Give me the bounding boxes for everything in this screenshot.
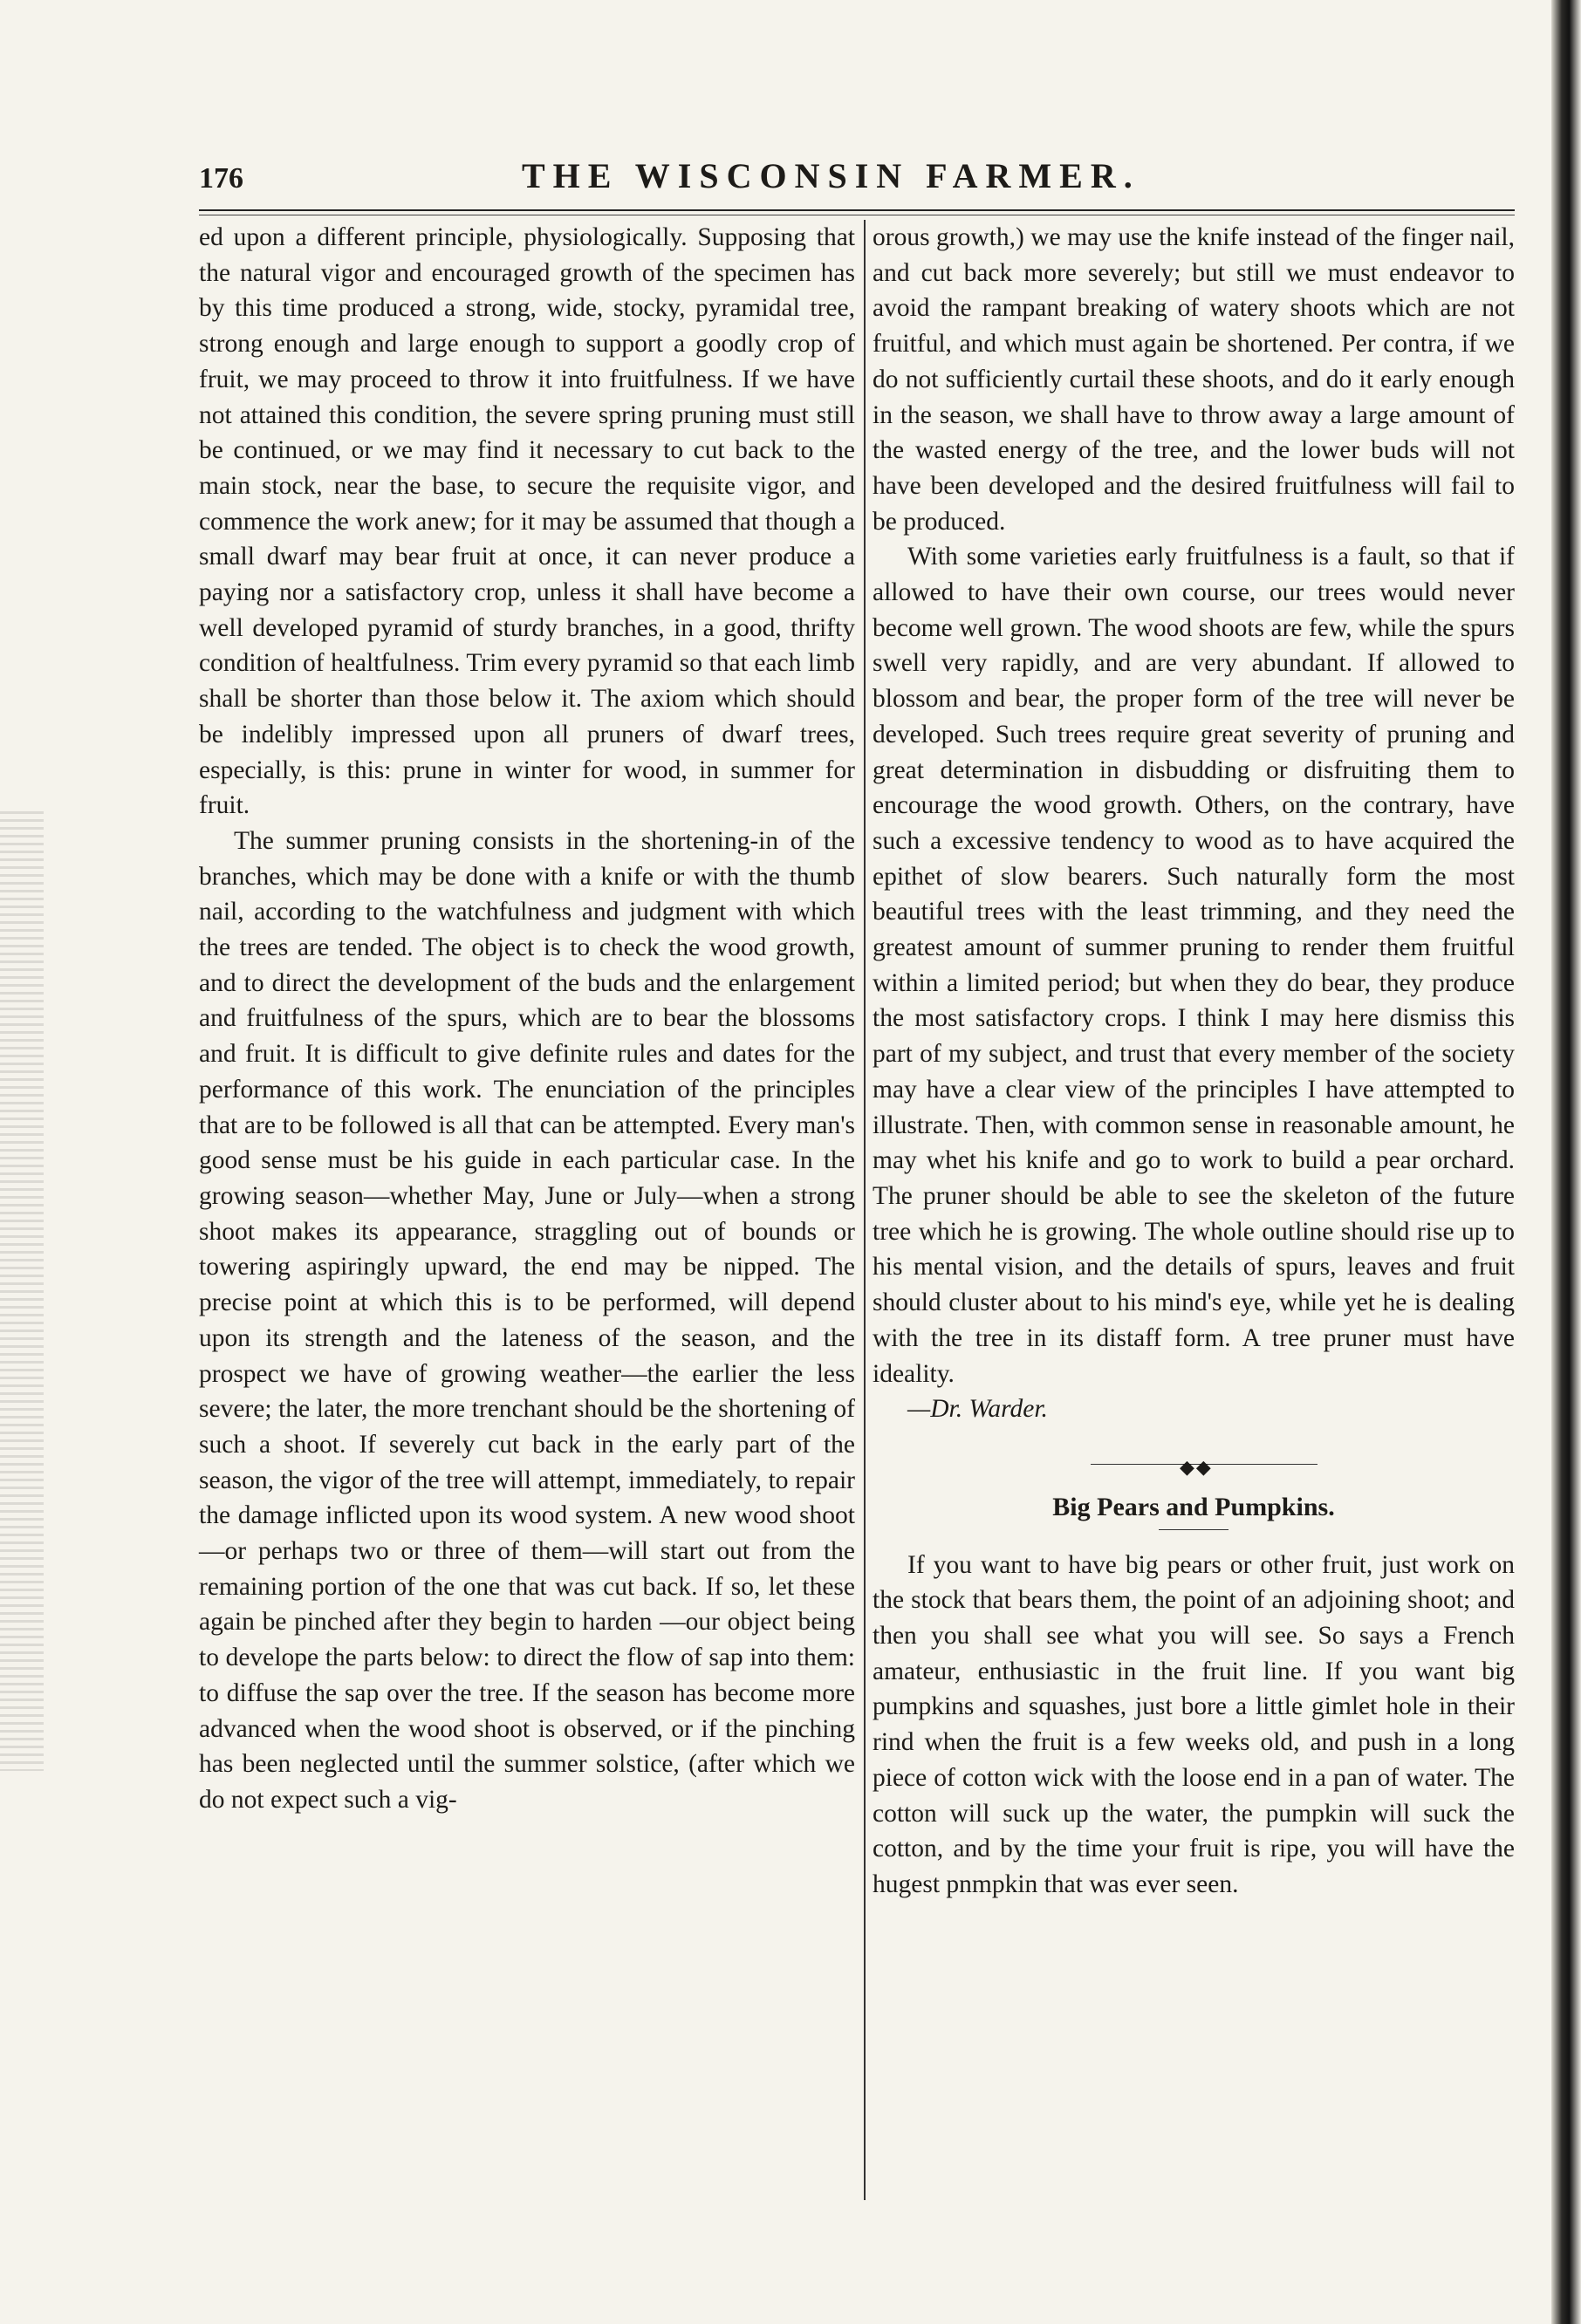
binding-edge: [1551, 0, 1581, 2324]
column-divider: [864, 220, 866, 2200]
journal-title: THE WISCONSIN FARMER.: [522, 156, 1140, 195]
article-paragraph: If you want to have big pears or other fruit, just work on the stock that bears them, the point of an adjoining shoot; and then you shall see what you will see. So says a French amateur, enthusiastic in the fruit line. If you want big pumpkins and squashes, just bore a little gimlet hole in their rind when the fruit is a few weeks old, and push in a long piece of cotton wick with the loose end in a pan of water. The cotton will suck up the water, the pumpkin will suck the cotton, and by the time your fruit is ripe, you will have the hugest pnmpkin that was ever seen.: [873, 1550, 1515, 1898]
page-number: 176: [199, 162, 243, 195]
right-column: [873, 220, 1515, 1903]
author-signature: —Dr. Warder.: [907, 1395, 1048, 1424]
article-heading: Big Pears and Pumpkins.: [1052, 1492, 1335, 1521]
right-paragraph-1: orous growth,) we may use the knife instead of the finger nail, and cut back more severely; but still we must endeavor to avoid the rampant breaking of watery shoots which are not fruitful, and which must again be shortened. Per contra, if we do not sufficiently curtail these shoots, and do it early enough in the season, we shall have to throw away a large amount of the wasted energy of the tree, and the lower buds will not have been developed and the desired fruitfulness will fail to be produced.: [873, 223, 1515, 536]
left-paragraph-2: The summer pruning consists in the shortening-in of the branches, which may be done with a knife or with the thumb nail, according to the watchfulness and judgment with which the trees are tended. The object is to check the wood growth, and to direct the development of the buds and the enlargement and fruitfulness of the spurs, which are to bear the blossoms and fruit. It is difficult to give definite rules and dates for the performance of this work. The enunciation of the principles that are to be followed is all that can be attempted. Every man's good sense must be his guide in each particular case. In the growing season—whether May, June or July—when a strong shoot makes its appearance, straggling out of bounds or towering aspiringly upward, the end may be nipped. The precise point at which this is to be performed, will depend upon its strength and the lateness of the season, and the prospect we have of growing weather—the earlier the less severe; the later, the more trenchant should be the shortening of such a shoot. If severely cut back in the early part of the season, the vigor of the tree will attempt, immediately, to repair the damage inflicted upon its wood system. A new wood shoot—or perhaps two or three of them—will start out from the remaining portion of the one that was cut back. If so, let these again be pinched after they begin to harden —our object being to develope the parts below: to direct the flow of sap into them: to diffuse the sap over the tree. If the season has become more advanced when the wood shoot is observed, or if the pinching has been neglected until the summer solstice, (after which we do not expect such a vig-: [199, 826, 855, 1814]
section-ornament: [873, 1452, 1515, 1478]
show-through-marks: [0, 811, 44, 1771]
left-paragraph-1: ed upon a different principle, physiologically. Supposing that the natural vigor and encouraged growth of the specimen has by this time produced a strong, wide, stocky, pyramidal tree, strong enough and large enough to support a goodly crop of fruit, we may proceed to throw it into fruitfulness. If we have not attained this condition, the severe spring pruning must still be continued, or we may find it necessary to cut back to the main stock, near the base, to secure the requisite vigor, and commence the work anew; for it may be assumed that though a small dwarf may bear fruit at once, it can never produce a paying nor a satisfactory crop, unless it shall have become a well developed pyramid of sturdy branches, in a good, thrifty condition of healtfulness. Trim every pyramid so that each limb shall be shorter than those below it. The axiom which should be indelibly impressed upon all pruners of dwarf trees, especially, is this: prune in winter for wood, in summer for fruit.: [199, 223, 855, 820]
right-paragraph-2: With some varieties early fruitfulness is a fault, so that if allowed to have their own course, our trees would never become well grown. The wood shoots are few, while the spurs swell very rapidly, and are very abundant. If allowed to blossom and bear, the proper form of the tree will never be developed. Such trees require great severity of pruning and great determination in disbudding or disfruiting them to encourage the wood growth. Others, on the contrary, have such a excessive tendency to wood as to have acquired the epithet of slow bearers. Such naturally form the most beautiful trees with the least trimming, and they need the greatest amount of summer pruning to render them fruitful within a limited period; but when they do bear, they produce the most satisfactory crops. I think I may here dismiss this part of my subject, and trust that every member of the society may have a clear view of the principles I have attempted to illustrate. Then, with common sense in reasonable amount, he may whet his knife and go to work to build a pear orchard. The pruner should be able to see the skeleton of the future tree which he is growing. The whole outline should rise up to his mental vision, and the details of spurs, leaves and fruit should cluster about to his mind's eye, while yet he is dealing with the tree in its distaff form. A tree pruner must have ideality.: [873, 543, 1515, 1388]
header-rule: [199, 209, 1515, 211]
left-column: [199, 220, 855, 1818]
page-header: [199, 155, 1515, 202]
ornament-diamonds-icon: ◆◆: [1180, 1455, 1213, 1478]
heading-underline: [1159, 1529, 1229, 1530]
